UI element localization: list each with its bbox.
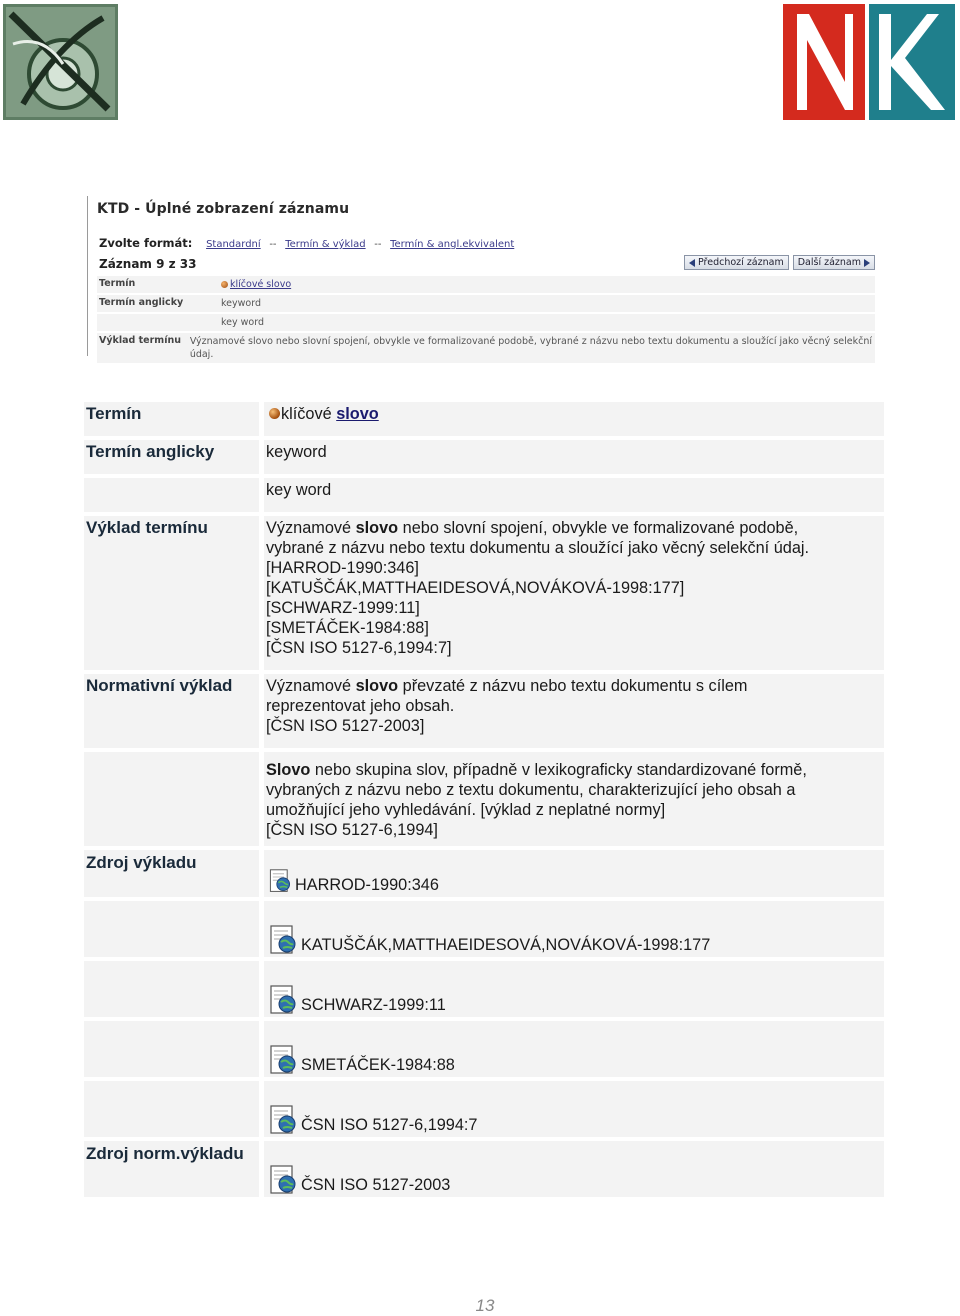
record-navigation [684,255,875,270]
source-text: ČSN ISO 5127-6,1994:7 [301,1116,478,1134]
screenshot-row-value: Významové slovo nebo slovní spojení, obvykle ve formalizované podobě, vybrané z názvu nebo textu dokumentu a sloužící jako věcný selekční [189,336,872,347]
document-globe-icon [268,1165,298,1195]
arrow-right-icon [864,259,870,267]
term-english-alt-value: key word [264,478,884,512]
previous-record-label: Předchozí záznam [697,257,784,268]
screenshot-row-label: Termín anglicky [99,297,184,308]
record-row-source [84,901,884,957]
source-entry[interactable] [264,1021,884,1077]
norm-source-label: Zdroj norm.výkladu [84,1141,259,1197]
screenshot-row [97,314,875,331]
source-text: SCHWARZ-1999:11 [301,996,446,1014]
definition-ref: [HARROD-1990:346] [266,559,419,577]
record-row-term-english [84,440,884,474]
screenshot-record-grid [97,276,875,365]
screenshot-row-label [97,314,218,331]
next-record-label: Další záznam [797,257,861,268]
record-table [84,402,884,1201]
record-row-norm-source [84,1141,884,1197]
definition-ref: [ČSN ISO 5127-6,1994:7] [266,639,452,657]
norm-source-text: ČSN ISO 5127-2003 [301,1176,451,1194]
record-row-term-english-alt [84,478,884,512]
screenshot-term-link[interactable]: klíčové slovo [230,279,292,290]
screenshot-row-value: keyword [221,298,261,309]
normative-label: Normativní výklad [84,674,259,748]
screenshot-row [97,295,875,312]
term-prefix: klíčové [281,405,337,423]
normative-old-value: Slovo nebo skupina slov, případně v lexikograficky standardizované formě, vybraných z názvu nebo z textu dokumentu, charakterizující jeho obsah a umožňující jeho vyhledávání. [výklad z neplatné normy] [ČSN ISO 5127-6,1994] [264,752,884,846]
document-globe-icon [268,985,298,1015]
source-text: KATUŠČÁK,MATTHAEIDESOVÁ,NOVÁKOVÁ-1998:177 [301,936,711,954]
embedded-screenshot [87,196,878,360]
definition-label: Výklad termínu [84,516,259,670]
term-english-label: Termín anglicky [84,440,259,474]
format-label: Zvolte formát: [99,236,193,250]
nk-logo [783,4,955,120]
norm-source-entry[interactable] [264,1141,884,1197]
source-entry[interactable] [264,850,884,897]
format-link-term-english[interactable]: Termín & angl.ekvivalent [390,239,515,250]
previous-record-button[interactable] [684,255,789,270]
screenshot-row-value: key word [221,317,265,328]
source-text: HARROD-1990:346 [295,876,439,894]
document-globe-icon [268,925,298,955]
normative-value: Významové slovo převzaté z názvu nebo textu dokumentu s cílem reprezentovat jeho obsah. [ČSN ISO 5127-2003] [264,674,884,748]
document-globe-icon [268,867,292,895]
definition-ref: [SCHWARZ-1999:11] [266,599,420,617]
record-row-normative [84,674,884,748]
term-label: Termín [84,402,259,436]
format-selector: Zvolte formát: Standardní -- Termín & výklad -- Termín & angl.ekvivalent [99,236,515,250]
format-link-term-definition[interactable]: Termín & výklad [285,239,366,250]
record-counter: Záznam 9 z 33 [99,257,197,271]
next-record-button[interactable] [793,255,875,270]
record-row-source [84,1081,884,1137]
document-globe-icon [268,1105,298,1135]
source-entry[interactable] [264,1081,884,1137]
screenshot-row-value-cont: údaj. [189,349,214,360]
screenshot-row-label: Výklad termínu [99,335,181,346]
document-globe-icon [268,1045,298,1075]
record-row-term [84,402,884,436]
screenshot-title: KTD - Úplné zobrazení záznamu [97,201,350,217]
screenshot-row [97,333,875,363]
institution-logo-left [3,4,118,120]
term-english-value: keyword [264,440,884,474]
screenshot-row [97,276,875,293]
record-row-definition [84,516,884,670]
record-row-source [84,961,884,1017]
record-row-normative-old [84,752,884,846]
definition-ref: [KATUŠČÁK,MATTHAEIDESOVÁ,NOVÁKOVÁ-1998:177] [266,579,685,597]
page-number: 13 [475,1296,495,1315]
source-text: SMETÁČEK-1984:88 [301,1056,455,1074]
source-entry[interactable] [264,901,884,957]
record-row-source [84,1021,884,1077]
normative-old-ref: [ČSN ISO 5127-6,1994] [266,821,438,839]
source-label: Zdroj výkladu [84,850,259,897]
definition-value: Významové slovo nebo slovní spojení, obvykle ve formalizované podobě, vybrané z názvu nebo textu dokumentu a sloužící jako věcný selekční údaj. [HARROD-1990:346] [KATUŠČÁK,MATTHAEIDESOVÁ,NOVÁKOVÁ-1998:177] [SCHWARZ-1999:11] [SMETÁČEK-1984:88] [ČSN ISO 5127-6,1994:7] [264,516,884,670]
normative-ref: [ČSN ISO 5127-2003] [266,717,425,735]
screenshot-row-label: Termín [99,278,136,289]
definition-ref: [SMETÁČEK-1984:88] [266,619,429,637]
term-link[interactable]: slovo [336,405,379,423]
format-link-standard[interactable]: Standardní [206,239,261,250]
source-entry[interactable] [264,961,884,1017]
bullet-icon [221,281,228,288]
arrow-left-icon [689,259,695,267]
record-row-source [84,850,884,897]
bullet-icon [269,408,280,419]
